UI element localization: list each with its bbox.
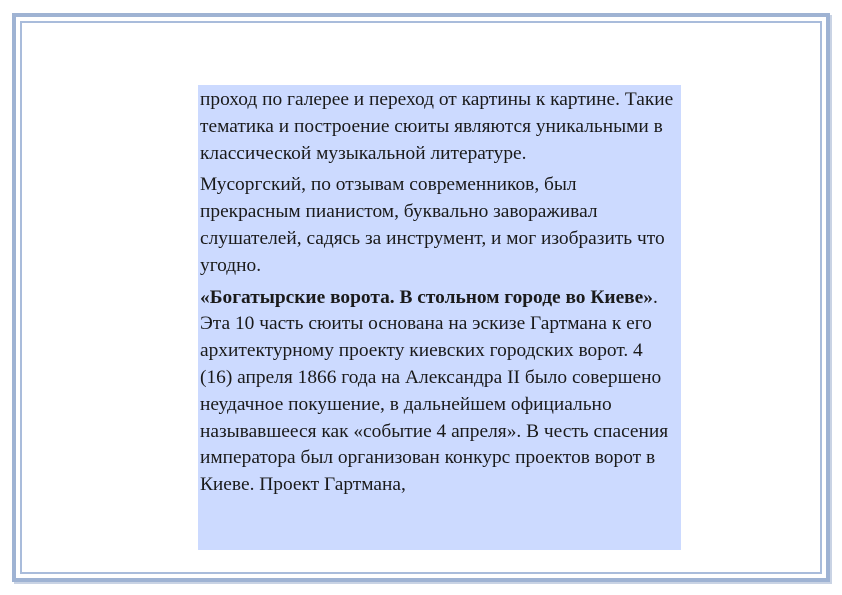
paragraph-bogatyr-gates <box>200 285 679 499</box>
paragraph-bogatyr-title: «Богатырские ворота. В стольном городе во Киеве» <box>200 286 653 308</box>
paragraph-mussorgsky: Мусоргский, по отзывам современников, был прекрасным пианистом, буквально завораживал слушателей, садясь за инструмент, и мог изобразить что угодно. <box>200 174 665 276</box>
paragraph-bogatyr-body: . Эта 10 часть сюиты основана на эскизе Гартмана к его архитектурному проекту киевских городских ворот. 4 (16) апреля 1866 года на Александра II было совершено неудачное покушение, в дальнейшем официально называвшееся как «событие 4 апреля». В честь спасения императора был организован конкурс проектов ворот в Киеве. Проект Гартмана, <box>200 286 669 496</box>
text-block <box>198 85 681 550</box>
paragraph-gallery: проход по галерее и переход от картины к картине. Такие тематика и построение сюиты являются уникальными в классической музыкальной литературе. <box>200 89 674 164</box>
